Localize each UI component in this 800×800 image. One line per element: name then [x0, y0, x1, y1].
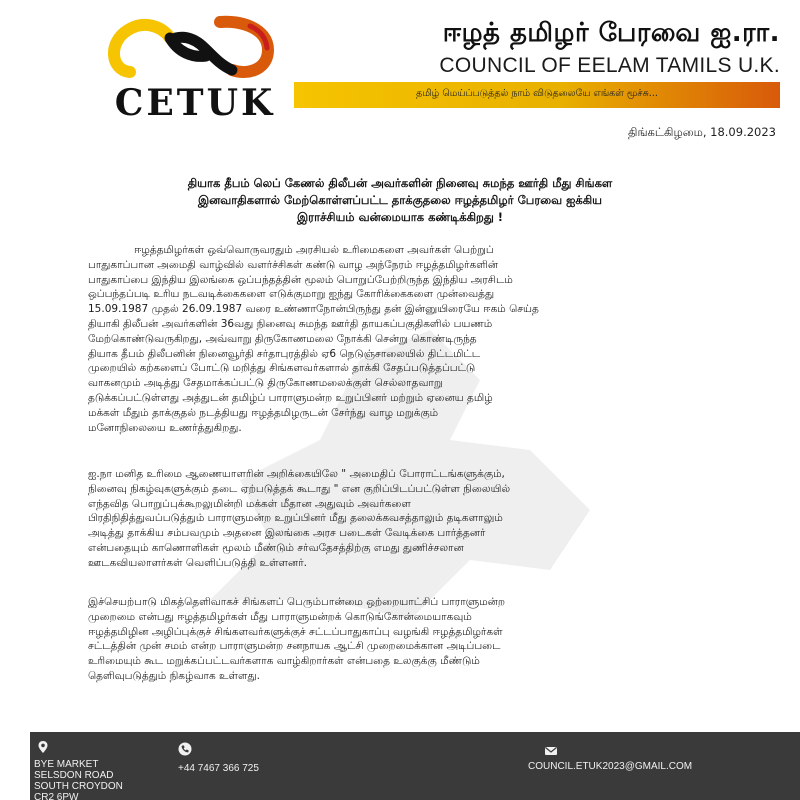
address-line: SOUTH CROYDON — [34, 781, 123, 792]
body-paragraph-3 — [88, 595, 778, 684]
paragraph-line: முறையில் கற்களைப் போட்டு மறித்து சிங்களவர்களால் தாக்கி சேதப்படுத்தப்பட்டு — [88, 362, 476, 375]
cetuk-logo — [100, 12, 290, 122]
paragraph-line: தெளிவுபடுத்தும் நிகழ்வாக உள்ளது. — [88, 669, 260, 682]
slogan-banner — [294, 82, 780, 108]
footer-bar — [30, 732, 800, 800]
paragraph-line: மேற்கொண்டுவருகிறது, அவ்வாறு திருகோணமலை நோக்கி சென்று கொண்டிருந்த — [88, 332, 477, 345]
address-line: SELSDON ROAD — [34, 770, 114, 781]
paragraph-line: சட்டத்தின் முன் சமம் என்ற பாராளுமன்ற சனநாயக ஆட்சி முறைமைக்கான அடிப்படை — [88, 640, 501, 653]
paragraph-line: ஊடகவியலாளர்கள் வெளிப்படுத்தி உள்ளனர். — [88, 556, 308, 569]
footer-phone[interactable]: +44 7467 366 725 — [178, 763, 259, 774]
paragraph-line: அடித்து தாக்கிய சம்பவமும் அதனை இலங்கை அரச படைகள் வேடிக்கை பார்த்தனர் — [88, 527, 486, 540]
paragraph-line: என்பதையும் காணொளிகள் மூலம் மீண்டும் சர்வதேசத்திற்கு எமது துணிச்சலான — [88, 541, 464, 554]
org-name-english: COUNCIL OF EELAM TAMILS U.K. — [439, 54, 780, 77]
slogan-text: தமிழ் மெய்ப்படுத்தல் நாம் விடுதலையே எங்கள் மூச்சு... — [416, 88, 658, 99]
paragraph-line: ஈழத்தமிழர்கள் ஒவ்வொருவரதும் அரசியல் உரிமைகளை அவர்கள் பெற்றுப் — [134, 244, 494, 256]
address-line: BYE MARKET — [34, 759, 99, 770]
headline-line: தியாக தீபம் லெப் கேணல் திலீபன் அவர்களின் நினைவு சுமந்த ஊர்தி மீது சிங்கள — [187, 176, 613, 190]
paragraph-line: பிரதிநிதித்துவப்படுத்தும் பாராளுமன்ற உறுப்பினர் மீது தலைக்கவசத்தாலும் தடிகளாலும் — [88, 512, 503, 525]
letter-date: திங்கட்கிழமை, 18.09.2023 — [628, 125, 776, 139]
headline — [40, 175, 760, 226]
address-line: CR2 6PW — [34, 792, 79, 800]
headline-line: இனவாதிகளால் மேற்கொள்ளப்பட்ட தாக்குதலை ஈழத்தமிழர் பேரவை ஐக்கிய — [197, 193, 603, 207]
paragraph-line: மனோநிலையை உணர்த்துகிறது. — [88, 421, 242, 434]
logo-text: CETUK — [114, 82, 276, 124]
paragraph-line: ஒப்பந்தப்படி உரிய நடவடிக்கைகளை எடுக்குமாறு ஐந்து கோரிக்கைகளை முன்வைத்து — [88, 288, 495, 301]
paragraph-line: பாதுகாப்பை இந்திய இலங்கை ஒப்பந்தத்தின் மூலம் பொறுப்பேற்றிருந்த இந்திய அரசிடம் — [88, 273, 513, 286]
paragraph-line: எந்தவித பொறுப்புக்கூறலுமின்றி மக்கள் மீதான அதுவும் அவர்களை — [88, 497, 411, 510]
body-paragraph-1 — [88, 243, 778, 435]
logo-chain-icon — [100, 12, 290, 84]
paragraph-line: ஈழத்தமிழின அழிப்புக்குச் சிங்களவர்களுக்குச் சட்டப்பாதுகாப்பு வழங்கி ஈழத்தமிழர்கள் — [88, 625, 503, 638]
body-paragraph-2 — [88, 467, 778, 571]
location-pin-icon — [36, 740, 50, 754]
phone-icon — [178, 742, 192, 756]
footer-address — [34, 759, 123, 800]
paragraph-line: மக்கள் மீதும் தாக்குதல் நடத்தியது ஈழத்தமிழருடன் சேர்ந்து வாழ மறுக்கும் — [88, 406, 439, 419]
paragraph-line: 15.09.1987 முதல் 26.09.1987 வரை உண்ணாநோன்பிருந்து தன் இன்னுயிரையே ஈகம் செய்த — [88, 303, 539, 316]
paragraph-line: தியாக தீபம் திலீபனின் நினைவூர்தி சர்தாபுரத்தில் ஏ6 நெடுஞ்சாலையில் திட்டமிட்ட — [88, 347, 481, 360]
paragraph-line: உரிமையும் கூட மறுக்கப்பட்டவர்களாக வாழ்கிறார்கள் என்பதை உலகுக்கு மீண்டும் — [88, 655, 480, 668]
paragraph-line: வாகனமும் அடித்து சேதமாக்கப்பட்டு திருகோணமலைக்குள் செல்லாதவாறு — [88, 377, 443, 390]
paragraph-line: முறைமை என்பது ஈழத்தமிழர்கள் மீது பாராளுமன்றக் கொடுங்கோன்மையாகவும் — [88, 610, 472, 623]
headline-line: இராச்சியம் வன்மையாக கண்டிக்கிறது ! — [296, 210, 504, 224]
paragraph-line: தடுக்கப்பட்டுள்ளது அத்துடன் தமிழ்ப் பாராளுமன்ற உறுப்பினர் மற்றும் ஏனைய தமிழ் — [88, 391, 493, 404]
paragraph-line: இச்செயற்பாடு மிகத்தெளிவாகச் சிங்களப் பெரும்பான்மை ஒற்றையாட்சிப் பாராளுமன்ற — [88, 596, 506, 608]
paragraph-line: தியாகி திலீபன் அவர்களின் 36வது நினைவு சுமந்த ஊர்தி தாயகப்பகுதிகளில் பயணம் — [88, 317, 493, 330]
org-name-tamil: ஈழத் தமிழர் பேரவை ஐ.ரா. — [442, 18, 780, 48]
paragraph-line: ஐ.நா மனித உரிமை ஆணையாளரின் அறிக்கையிலே " அமைதிப் போராட்டங்களுக்கும், — [88, 468, 505, 480]
email-icon — [544, 744, 558, 758]
paragraph-line: பாதுகாப்பான அமைதி வாழ்வில் வளர்ச்சிகள் கண்டு வாழ அந்நேரம் ஈழத்தமிழர்களின் — [88, 258, 499, 271]
footer-email[interactable]: COUNCIL.ETUK2023@GMAIL.COM — [528, 761, 693, 772]
paragraph-line: நினைவு நிகழ்வுகளுக்கும் தடை ஏற்படுத்தக் கூடாது " என குறிப்பிடப்பட்டுள்ள நிலையில் — [88, 482, 511, 495]
